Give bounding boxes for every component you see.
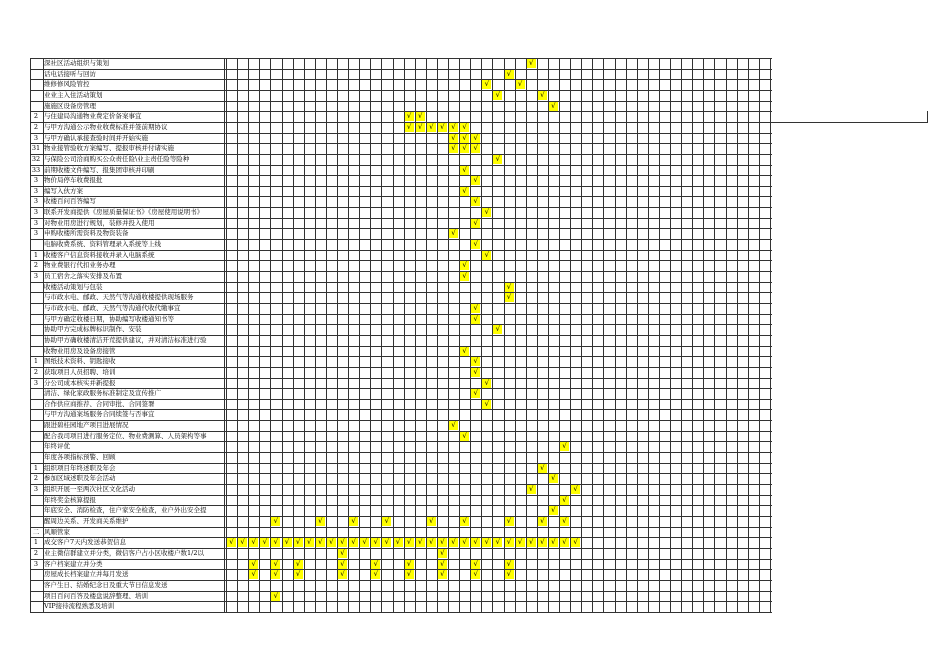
task-label: 醒周边关系、开发商关系维护 xyxy=(44,516,129,525)
row-number: 31 xyxy=(31,144,41,153)
task-label: 对物业用房进行规划，装修并投入使用 xyxy=(44,218,155,227)
check-mark-cell: √ xyxy=(449,123,458,132)
check-mark-cell: √ xyxy=(449,421,458,430)
check-mark-cell: √ xyxy=(482,208,491,217)
check-mark-cell: √ xyxy=(471,357,480,366)
check-mark-cell: √ xyxy=(482,400,491,409)
task-label: 参加区域述职及年会活动 xyxy=(44,474,116,483)
check-mark-cell: √ xyxy=(460,166,469,175)
task-label: 年度各项指标预警、回顾 xyxy=(44,453,116,462)
check-mark-cell: √ xyxy=(571,485,580,494)
task-label: 与甲方确认承接查验时间并开始实施 xyxy=(44,133,148,142)
row-number: 1 xyxy=(33,357,39,366)
check-mark-cell: √ xyxy=(471,389,480,398)
task-label: 客户档案建立并分类 xyxy=(44,559,103,568)
check-mark-cell: √ xyxy=(338,538,347,547)
check-mark-cell: √ xyxy=(482,379,491,388)
check-mark-cell: √ xyxy=(427,123,436,132)
check-mark-cell: √ xyxy=(338,570,347,579)
check-mark-cell: √ xyxy=(416,123,425,132)
check-mark-cell: √ xyxy=(227,538,236,547)
check-mark-cell: √ xyxy=(360,538,369,547)
check-mark-cell: √ xyxy=(549,474,558,483)
task-label: 话电话接听与回访 xyxy=(44,69,96,78)
check-mark-cell: √ xyxy=(471,197,480,206)
check-mark-cell: √ xyxy=(471,538,480,547)
task-label: 业主微信群建立并分类，微信客户占小区收楼户数1/2以 xyxy=(44,548,204,557)
check-mark-cell: √ xyxy=(505,517,514,526)
check-mark-cell: √ xyxy=(438,570,447,579)
check-mark-cell: √ xyxy=(249,570,258,579)
check-mark-cell: √ xyxy=(238,538,247,547)
grid-extension xyxy=(772,122,928,123)
check-mark-cell: √ xyxy=(505,293,514,302)
check-mark-cell: √ xyxy=(382,538,391,547)
check-mark-cell: √ xyxy=(493,538,502,547)
check-mark-cell: √ xyxy=(538,91,547,100)
check-mark-cell: √ xyxy=(394,538,403,547)
row-number: 3 xyxy=(33,197,39,206)
grid-extension xyxy=(927,111,928,122)
check-mark-cell: √ xyxy=(294,560,303,569)
task-label: 年终评优 xyxy=(44,442,70,451)
task-label: 与保险公司洽商购买公众责任险\业主责任险等险种 xyxy=(44,154,190,163)
task-label: 收楼百问百答编写 xyxy=(44,197,96,206)
task-label: VIP接待流程熟悉及培训 xyxy=(44,602,115,611)
task-label: 年底安全、消防检查，住户家安全检查，业户外出安全提 xyxy=(44,506,207,515)
task-label: 配合我司项目进行服务定位、物业费测算、人员架构等事 xyxy=(44,431,207,440)
task-label: 物价局停车收费报批 xyxy=(44,176,103,185)
check-mark-cell: √ xyxy=(405,560,414,569)
check-mark-cell: √ xyxy=(338,560,347,569)
check-mark-cell: √ xyxy=(349,517,358,526)
task-label: 收物业用房及设备房接管 xyxy=(44,346,116,355)
check-mark-cell: √ xyxy=(549,102,558,111)
check-mark-cell: √ xyxy=(271,560,280,569)
check-mark-cell: √ xyxy=(493,325,502,334)
task-label: 收楼活动策划与包装 xyxy=(44,282,103,291)
check-mark-cell: √ xyxy=(471,315,480,324)
check-mark-cell: √ xyxy=(327,538,336,547)
check-mark-cell: √ xyxy=(471,144,480,153)
check-mark-cell: √ xyxy=(471,176,480,185)
task-label: 施施区设备房管理 xyxy=(44,101,96,110)
row-number: 3 xyxy=(33,485,39,493)
check-mark-cell: √ xyxy=(482,80,491,89)
check-mark-cell: √ xyxy=(538,538,547,547)
task-label: 员工宿舍之落实安排及布置 xyxy=(44,272,122,280)
check-mark-cell: √ xyxy=(527,538,536,547)
task-label: 前期收楼文件编写、报集团审核并印刷 xyxy=(44,165,155,174)
check-mark-cell: √ xyxy=(271,517,280,526)
task-label: 与甲方沟通公示物业收费标准并签前期协议 xyxy=(44,122,168,131)
check-mark-cell: √ xyxy=(527,59,536,68)
check-mark-cell: √ xyxy=(382,517,391,526)
check-mark-cell: √ xyxy=(249,538,258,547)
task-label: 跟进碧桂园地产项目进展情况 xyxy=(44,421,129,430)
check-mark-cell: √ xyxy=(416,538,425,547)
check-mark-cell: √ xyxy=(371,570,380,579)
check-mark-cell: √ xyxy=(460,272,469,281)
check-mark-cell: √ xyxy=(549,506,558,515)
check-mark-cell: √ xyxy=(482,251,491,260)
check-mark-cell: √ xyxy=(471,240,480,249)
check-mark-cell: √ xyxy=(405,570,414,579)
check-mark-cell: √ xyxy=(316,517,325,526)
row-number: 1 xyxy=(33,463,39,472)
check-mark-cell: √ xyxy=(416,112,425,121)
check-mark-cell: √ xyxy=(427,517,436,526)
row-number: 3 xyxy=(33,176,39,185)
row-number: 二 xyxy=(32,527,40,536)
check-mark-cell: √ xyxy=(471,570,480,579)
check-mark-cell: √ xyxy=(371,560,380,569)
task-label: 物业费银行代扣业务办理 xyxy=(44,261,116,270)
check-mark-cell: √ xyxy=(493,155,502,164)
check-mark-cell: √ xyxy=(349,538,358,547)
check-mark-cell: √ xyxy=(505,70,514,79)
check-mark-cell: √ xyxy=(438,123,447,132)
task-label: 分公司成本核实并新提报 xyxy=(44,378,116,387)
task-label: 收楼客户信息资料接收并录入电脑系统 xyxy=(44,250,155,259)
task-label: 业业主入住活动策划 xyxy=(44,90,103,99)
task-label: 组织开展一至两次社区文化活动 xyxy=(44,485,135,493)
row-number: 2 xyxy=(33,548,39,557)
check-mark-cell: √ xyxy=(460,517,469,526)
task-label: 合作供应商推荐、合同审批、合同签署 xyxy=(44,399,155,408)
check-mark-cell: √ xyxy=(371,538,380,547)
check-mark-cell: √ xyxy=(460,144,469,153)
check-mark-cell: √ xyxy=(460,261,469,270)
check-mark-cell: √ xyxy=(438,538,447,547)
task-label: 房屋成长档案建立并每月发送 xyxy=(44,570,129,579)
check-mark-cell: √ xyxy=(249,560,258,569)
check-mark-cell: √ xyxy=(527,485,536,494)
task-label: 申购收楼所需资料及物资装备 xyxy=(44,229,129,238)
check-mark-cell: √ xyxy=(560,538,569,547)
check-mark-cell: √ xyxy=(460,123,469,132)
check-mark-cell: √ xyxy=(482,538,491,547)
check-mark-cell: √ xyxy=(405,123,414,132)
check-mark-cell: √ xyxy=(571,538,580,547)
task-label: 深社区活动组织与策划 xyxy=(44,59,109,67)
check-mark-cell: √ xyxy=(505,570,514,579)
check-mark-cell: √ xyxy=(427,538,436,547)
check-mark-cell: √ xyxy=(449,229,458,238)
check-mark-cell: √ xyxy=(305,538,314,547)
row-number: 3 xyxy=(33,272,39,280)
check-mark-cell: √ xyxy=(405,538,414,547)
check-mark-cell: √ xyxy=(505,560,514,569)
check-mark-cell: √ xyxy=(460,134,469,143)
row-number: 3 xyxy=(33,378,39,387)
check-mark-cell: √ xyxy=(271,592,280,601)
check-mark-cell: √ xyxy=(560,442,569,451)
task-label: 与甲方确定收楼日期，协助编写收楼通知书等 xyxy=(44,314,174,323)
task-label: 组织项目年终述职及年会 xyxy=(44,463,116,472)
task-label: 与甲方沟通案场服务合同续签与否事宜 xyxy=(44,410,155,419)
check-mark-cell: √ xyxy=(549,538,558,547)
task-label: 协助甲方确收楼清洁开荒提供建议，并对清洁标准进行验 xyxy=(44,335,207,344)
check-mark-cell: √ xyxy=(460,187,469,196)
check-mark-cell: √ xyxy=(449,538,458,547)
check-mark-cell: √ xyxy=(405,112,414,121)
task-label: 协助甲方完成标牌标识制作、安装 xyxy=(44,325,142,334)
check-mark-cell: √ xyxy=(294,570,303,579)
row-number: 2 xyxy=(33,474,39,483)
check-mark-cell: √ xyxy=(438,560,447,569)
task-label: 成交客户7天内发送恭贺信息 xyxy=(44,538,127,547)
check-mark-cell: √ xyxy=(560,517,569,526)
task-label: 联系开发商提供《房屋质量保证书》《房屋使用说明书》 xyxy=(44,208,204,217)
task-label: 物业接管验收方案编写、提报审核并付诸实施 xyxy=(44,144,174,153)
row-number: 3 xyxy=(33,559,39,568)
task-label: 风顺管家 xyxy=(44,527,70,536)
check-mark-cell: √ xyxy=(505,283,514,292)
row-number: 3 xyxy=(33,133,39,142)
check-mark-cell: √ xyxy=(294,538,303,547)
check-mark-cell: √ xyxy=(460,347,469,356)
task-label: 编写入伙方案 xyxy=(44,186,83,195)
row-number: 3 xyxy=(33,208,39,217)
row-number: 3 xyxy=(33,229,39,238)
check-mark-cell: √ xyxy=(560,496,569,505)
check-mark-cell: √ xyxy=(505,538,514,547)
check-mark-cell: √ xyxy=(538,517,547,526)
task-label: 清洁、绿化家政服务标准制定及宣传推广 xyxy=(44,389,161,398)
check-mark-cell: √ xyxy=(471,560,480,569)
task-label: 电脑收费系统、资料管理录入系统等上线 xyxy=(44,240,161,249)
row-number: 33 xyxy=(31,165,41,174)
check-mark-cell: √ xyxy=(316,538,325,547)
check-mark-cell: √ xyxy=(283,538,292,547)
check-mark-cell: √ xyxy=(338,549,347,558)
row-number: 2 xyxy=(33,112,39,121)
row-number: 32 xyxy=(31,154,41,163)
task-label: 项目百问百答及楼盘说辞整理、培训 xyxy=(44,591,148,600)
row-number: 2 xyxy=(33,122,39,131)
check-mark-cell: √ xyxy=(460,538,469,547)
task-label: 维修修风险管控 xyxy=(44,80,90,89)
row-number: 2 xyxy=(33,367,39,376)
check-mark-cell: √ xyxy=(449,134,458,143)
task-label: 与市政水电、邮政、天然气等沟通代收代缴事宜 xyxy=(44,303,181,312)
check-mark-cell: √ xyxy=(438,549,447,558)
row-number: 1 xyxy=(33,250,39,259)
check-mark-cell: √ xyxy=(271,538,280,547)
check-mark-cell: √ xyxy=(460,432,469,441)
check-mark-cell: √ xyxy=(260,538,269,547)
task-label: 图纸技术资料、钥匙接收 xyxy=(44,357,116,366)
check-mark-cell: √ xyxy=(538,464,547,473)
task-label: 获取项目人员招聘、培训 xyxy=(44,367,116,376)
grid-hline xyxy=(30,612,772,613)
check-mark-cell: √ xyxy=(471,304,480,313)
check-mark-cell: √ xyxy=(516,80,525,89)
row-number: 3 xyxy=(33,218,39,227)
task-label: 年终奖金核算提报 xyxy=(44,495,96,504)
check-mark-cell: √ xyxy=(471,368,480,377)
check-mark-cell: √ xyxy=(471,219,480,228)
task-label: 与市政水电、邮政、天然气等沟通收楼提供现场服务 xyxy=(44,293,194,302)
check-mark-cell: √ xyxy=(271,570,280,579)
task-label: 与住建局沟通物业费定价备案事宜 xyxy=(44,112,142,121)
check-mark-cell: √ xyxy=(449,144,458,153)
task-label: 客户生日、结婚纪念日及重大节日信息发送 xyxy=(44,580,168,589)
check-mark-cell: √ xyxy=(493,91,502,100)
row-number: 2 xyxy=(33,261,39,270)
check-mark-cell: √ xyxy=(516,538,525,547)
row-number: 1 xyxy=(33,538,39,547)
check-mark-cell: √ xyxy=(471,134,480,143)
row-number: 3 xyxy=(33,186,39,195)
